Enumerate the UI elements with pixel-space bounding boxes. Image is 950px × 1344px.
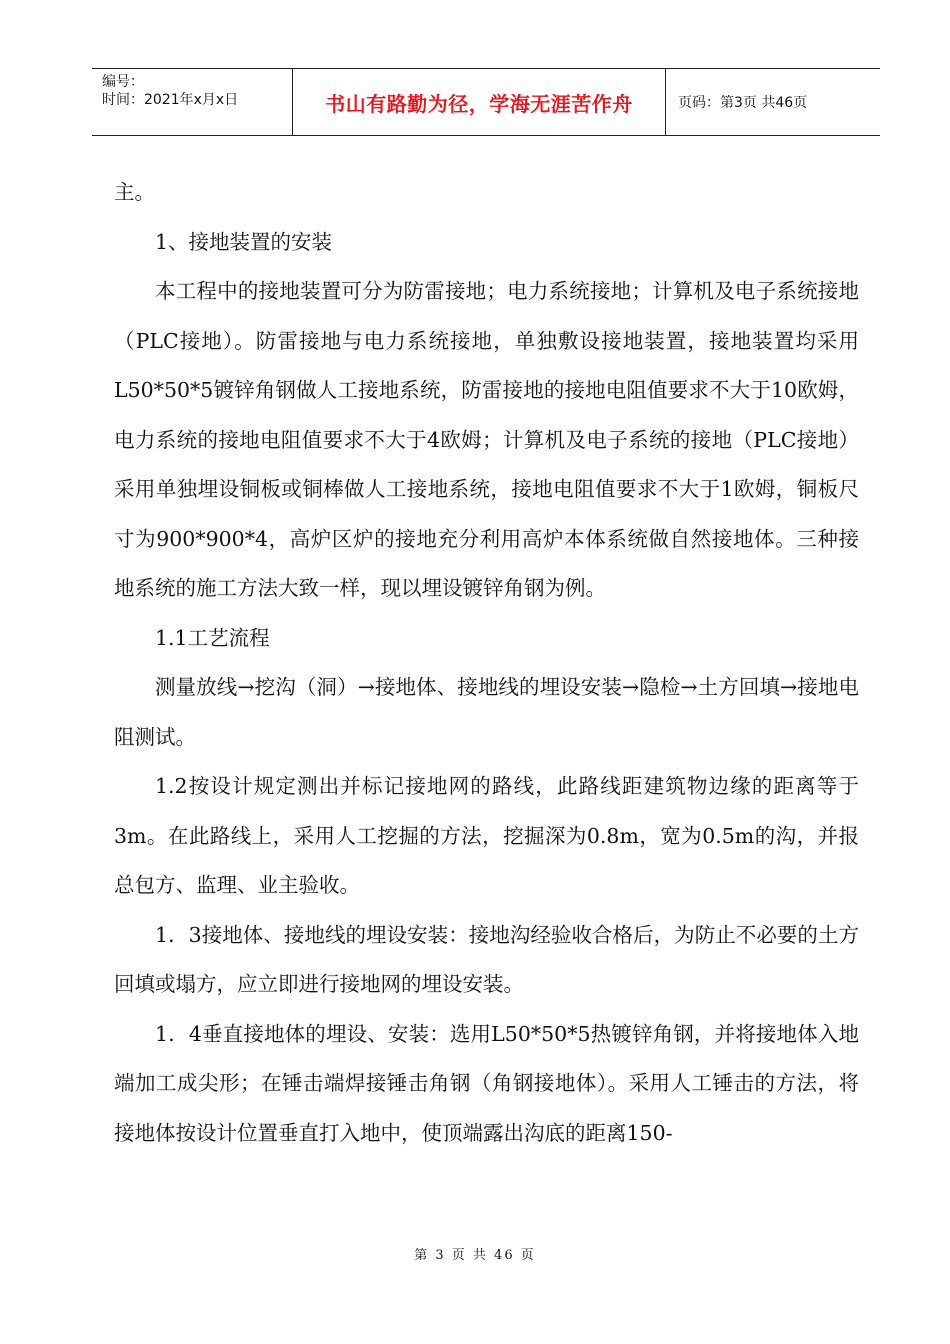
paragraph-continuation: 主。 (114, 180, 155, 204)
header-motto-cell (293, 69, 666, 135)
section-heading-1-1: 1.1工艺流程 (155, 625, 270, 650)
motto-text: 书山有路勤为径，学海无涯苦作舟 (325, 91, 633, 116)
page-info: 页码：第3页 共46页 (678, 95, 808, 111)
time-label: 时间：2021年x月x日 (102, 92, 239, 108)
paragraph-1-2: 1.2按设计规定测出并标记接地网的路线，此路线距建筑物边缘的距离等于3m。在此路线上，采用人工挖掘的方法，挖掘深为0.8m，宽为0.5m的沟，并报总包方、监理、业主验收。 (114, 774, 859, 897)
paragraph-grounding-overview: 本工程中的接地装置可分为防雷接地；电力系统接地；计算机及电子系统接地（PLC接地）。防雷接地与电力系统接地，单独敷设接地装置，接地装置均采用L50*50*5镀锌角钢做人工接地系统，防雷接地的接地电阻值要求不大于10欧姆，电力系统的接地电阻值要求不大于4欧姆；计算机及电子系统的接地（PLC接地）采用单独埋设铜板或铜棒做人工接地系统，接地电阻值要求不大于1欧姆，铜板尺寸为900*900*4，高炉区炉的接地充分利用高炉本体系统做自然接地体。三种接地系统的施工方法大致一样，现以埋设镀锌角钢为例。 (114, 279, 859, 600)
page-footer: 第 3 页 共 46 页 (414, 1248, 536, 1263)
header-page-cell (666, 69, 880, 135)
paragraph-process-flow: 测量放线→挖沟（洞）→接地体、接地线的埋设安装→隐检→土方回填→接地电阻测试。 (114, 675, 859, 749)
paragraph-1-4: 1．4垂直接地体的埋设、安装：选用L50*50*5热镀锌角钢，并将接地体入地端加工成尖形；在锤击端焊接锤击角钢（角钢接地体）。采用人工锤击的方法，将接地体按设计位置垂直打入地中，使顶端露出沟底的距离150- (114, 1021, 859, 1145)
page-header (92, 68, 880, 136)
document-body (114, 168, 859, 1158)
header-meta-cell (92, 69, 293, 135)
code-label: 编号： (102, 74, 144, 90)
section-heading-1: 1、接地装置的安装 (155, 229, 333, 254)
paragraph-1-3: 1．3接地体、接地线的埋设安装：接地沟经验收合格后，为防止不必要的土方回填或塌方，应立即进行接地网的埋设安装。 (114, 922, 859, 996)
